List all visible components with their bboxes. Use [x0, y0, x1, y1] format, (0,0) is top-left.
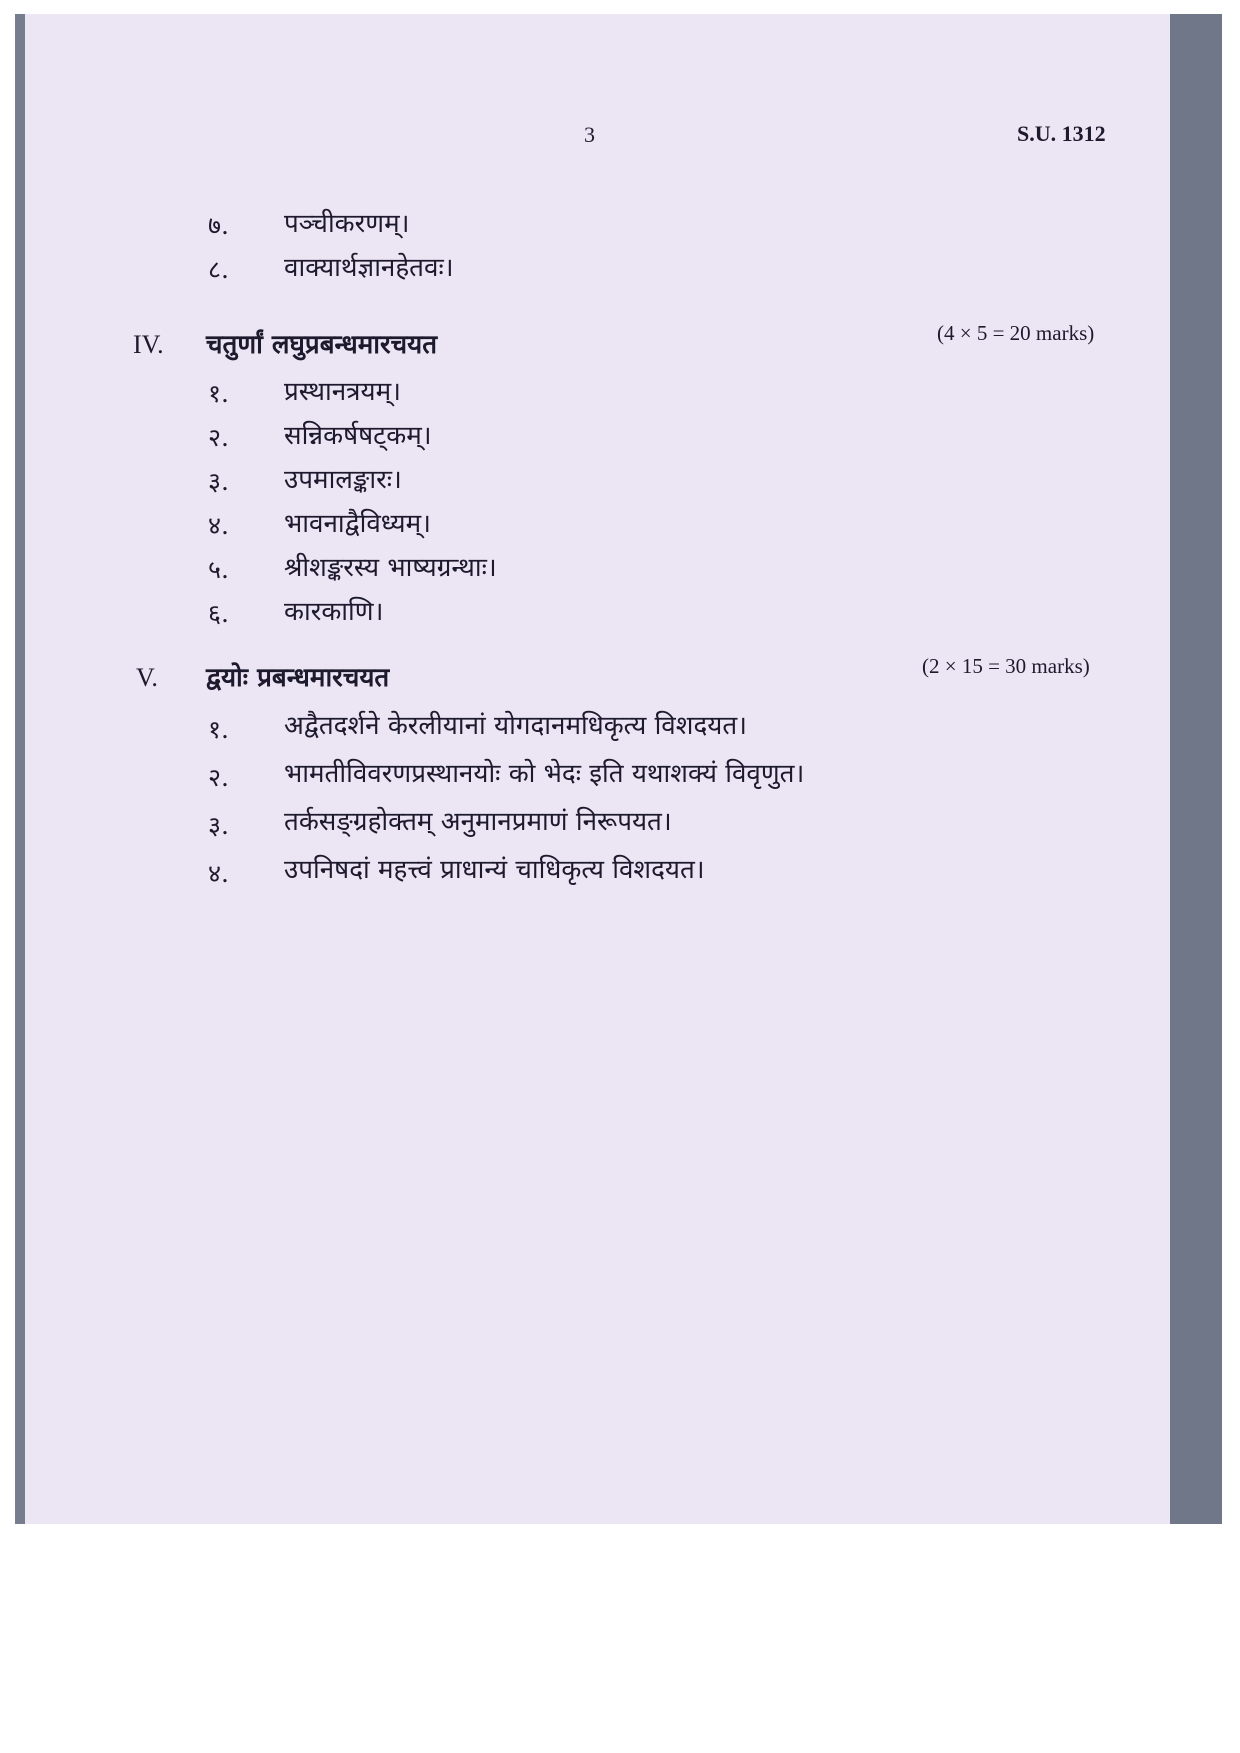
list-item-text: कारकाणि। — [284, 597, 384, 627]
list-item-number: ८. — [208, 255, 229, 284]
list-item-text: वाक्यार्थज्ञानहेतवः। — [284, 253, 454, 283]
list-item-number: ६. — [208, 599, 229, 628]
list-item-number: ३. — [208, 811, 229, 840]
page-edge-shadow — [15, 14, 25, 1524]
list-item-number: ७. — [208, 211, 229, 240]
list-item-number: २. — [208, 423, 229, 452]
list-item-text: भावनाद्वैविध्यम्। — [284, 509, 432, 539]
section-v-heading: द्वयोः प्रबन्धमारचयत — [206, 663, 390, 693]
list-item-number: ५. — [208, 555, 229, 584]
list-item-text: सन्निकर्षषट्कम्। — [284, 421, 432, 451]
list-item-number: ३. — [208, 467, 229, 496]
list-item-text: उपनिषदां महत्त्वं प्राधान्यं चाधिकृत्य विशदयत। — [284, 855, 705, 885]
list-item-number: १. — [208, 379, 229, 408]
section-iv-heading: चतुर्णां लघुप्रबन्धमारचयत — [206, 330, 438, 360]
list-item-text: भामतीविवरणप्रस्थानयोः को भेदः इति यथाशक्यं विवृणुत। — [284, 759, 805, 789]
list-item-text: अद्वैतदर्शने केरलीयानां योगदानमधिकृत्य विशदयत। — [284, 711, 747, 741]
list-item-number: २. — [208, 763, 229, 792]
paper-code: S.U. 1312 — [1017, 121, 1106, 146]
list-item-number: ४. — [208, 859, 229, 888]
list-item-text: श्रीशङ्करस्य भाष्यग्रन्थाः। — [284, 553, 497, 583]
list-item-text: प्रस्थानत्रयम्। — [284, 377, 402, 407]
list-item-number: ४. — [208, 511, 229, 540]
list-item-text: पञ्चीकरणम्। — [284, 209, 410, 239]
page-number: 3 — [584, 122, 595, 147]
list-item-number: १. — [208, 715, 229, 744]
list-item-text: उपमालङ्कारः। — [284, 465, 402, 495]
section-iv-marks: (4 × 5 = 20 marks) — [937, 321, 1095, 345]
section-iv-numeral: IV. — [133, 330, 164, 359]
list-item-text: तर्कसङ्ग्रहोक्तम् अनुमानप्रमाणं निरूपयत। — [284, 807, 672, 837]
section-v-numeral: V. — [136, 663, 158, 692]
section-v-marks: (2 × 15 = 30 marks) — [922, 654, 1090, 678]
